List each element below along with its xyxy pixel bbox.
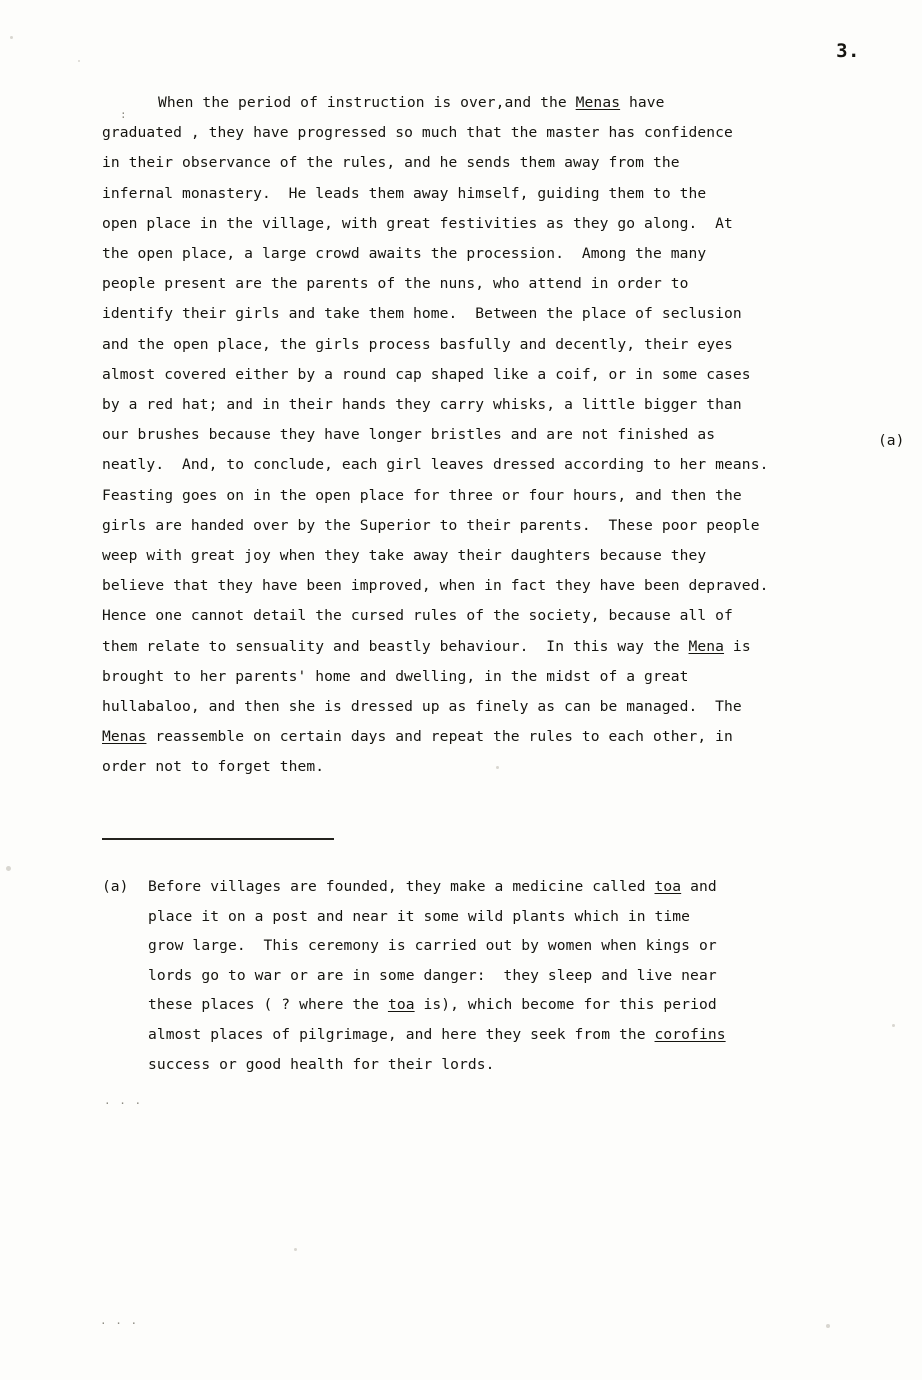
- term-menas: Menas: [575, 94, 621, 111]
- footnote-block: [102, 872, 862, 1079]
- term-corofins: corofins: [654, 1025, 726, 1043]
- footnote-label: (a): [102, 878, 129, 895]
- term-toa: toa: [654, 878, 682, 895]
- paragraph-line: Menas reassemble on certain days and repeat the rules to each other, in: [102, 728, 733, 746]
- footnote-line: place it on a post and near it some wild plants which in time: [148, 907, 691, 925]
- footnote-line: Before villages are founded, they make a medicine called toa and: [148, 878, 717, 895]
- scan-speck: [6, 866, 11, 871]
- scan-speck: [10, 36, 13, 39]
- paragraph-line: hullabaloo, and then she is dressed up as finely as can be managed. The: [102, 698, 742, 716]
- paragraph-line: and the open place, the girls process basfully and decently, their eyes: [102, 335, 733, 353]
- footnote-divider: [102, 838, 334, 840]
- footnote-line: lords go to war or are in some danger: they sleep and live near: [148, 966, 717, 984]
- scan-speck: [294, 1248, 297, 1251]
- paragraph-line: them relate to sensuality and beastly behaviour. In this way the Mena is: [102, 637, 751, 655]
- paragraph-line: infernal monastery. He leads them away himself, guiding them to the: [102, 184, 707, 202]
- paragraph-line: girls are handed over by the Superior to their parents. These poor people: [102, 516, 760, 534]
- footnote-line: almost places of pilgrimage, and here they seek from the corofins: [148, 1025, 726, 1043]
- term-toa: toa: [387, 996, 415, 1014]
- paragraph-line: Hence one cannot detail the cursed rules of the society, because all of: [102, 607, 733, 625]
- page-number: 3.: [836, 40, 860, 62]
- scan-smudge: . . .: [104, 1094, 143, 1107]
- footnote-reference-marker: (a): [878, 432, 905, 449]
- paragraph-line: open place in the village, with great festivities as they go along. At: [102, 214, 733, 232]
- paragraph-line: people present are the parents of the nuns, who attend in order to: [102, 275, 689, 293]
- paragraph-line: almost covered either by a round cap shaped like a coif, or in some cases: [102, 365, 751, 383]
- paragraph-line: believe that they have been improved, when in fact they have been depraved.: [102, 577, 769, 595]
- paragraph-line: When the period of instruction is over,and the Menas have: [158, 94, 665, 111]
- paragraph-line: order not to forget them.: [102, 758, 325, 776]
- scan-smudge: :: [120, 108, 128, 121]
- paragraph-line: graduated , they have progressed so much that the master has confidence: [102, 124, 733, 142]
- scan-speck: [78, 60, 80, 62]
- paragraph-line: Feasting goes on in the open place for three or four hours, and then the: [102, 486, 742, 504]
- paragraph-line: in their observance of the rules, and he sends them away from the: [102, 154, 680, 172]
- paragraph-line: identify their girls and take them home. Between the place of seclusion: [102, 305, 742, 323]
- paragraph-line: by a red hat; and in their hands they carry whisks, a little bigger than: [102, 396, 742, 414]
- footnote-line: grow large. This ceremony is carried out by women when kings or: [148, 937, 717, 955]
- scan-speck: [826, 1324, 830, 1328]
- scan-smudge: . . .: [100, 1314, 139, 1327]
- footnote-line: these places ( ? where the toa is), which become for this period: [148, 996, 717, 1014]
- main-paragraph: [102, 88, 862, 783]
- paragraph-line: weep with great joy when they take away their daughters because they: [102, 547, 707, 565]
- footnote-text: [148, 872, 862, 1079]
- term-mena: Mena: [688, 637, 725, 655]
- paragraph-line: brought to her parents' home and dwelling, in the midst of a great: [102, 667, 689, 685]
- term-menas: Menas: [102, 728, 147, 746]
- paragraph-line: our brushes because they have longer bristles and are not finished as: [102, 426, 716, 444]
- scan-speck: [892, 1024, 895, 1027]
- paragraph-line: neatly. And, to conclude, each girl leaves dressed according to her means.: [102, 456, 769, 474]
- paragraph-line: the open place, a large crowd awaits the procession. Among the many: [102, 245, 707, 263]
- footnote-line: success or good health for their lords.: [148, 1055, 495, 1073]
